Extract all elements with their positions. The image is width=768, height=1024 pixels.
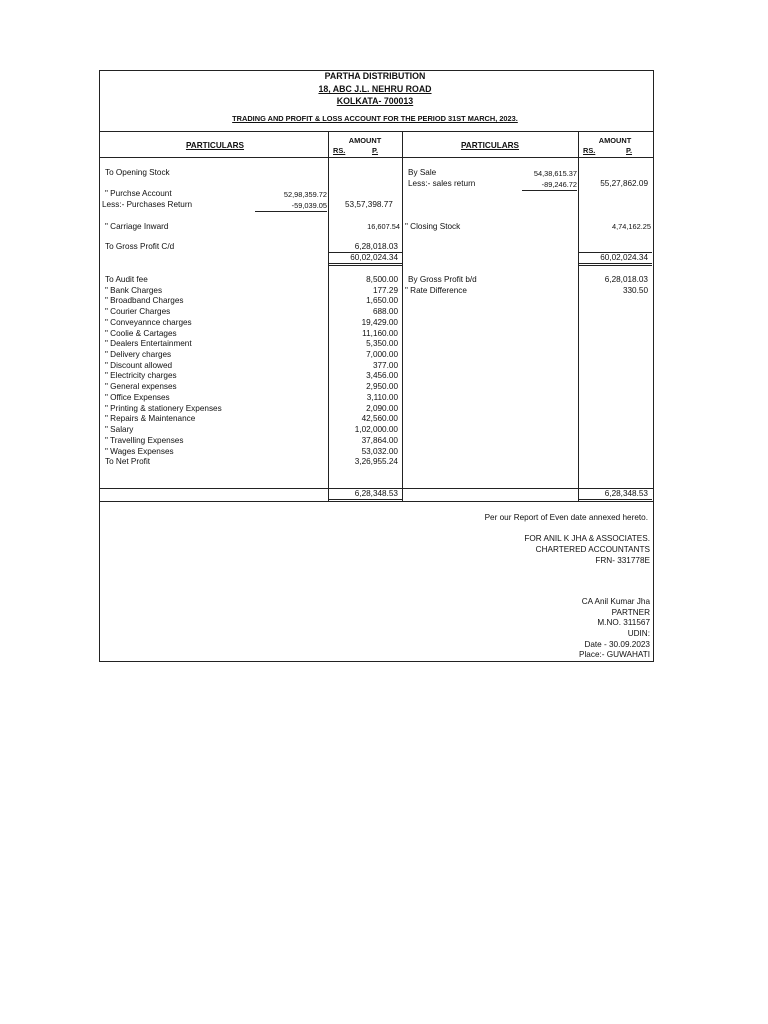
expense-value: 2,950.00 (366, 382, 398, 391)
sales-return-label: Less:- sales return (408, 179, 476, 188)
expense-value: 7,000.00 (366, 350, 398, 359)
expense-label: " Bank Charges (105, 286, 163, 295)
pl-right-total: 6,28,348.53 (604, 489, 648, 498)
table-bottom-line (99, 501, 653, 502)
expense-label: " Repairs & Maintenance (105, 414, 196, 423)
expense-value: 42,560.00 (361, 414, 398, 423)
closing-stock-label: " Closing Stock (405, 222, 461, 231)
pl-left-total: 6,28,348.53 (354, 489, 398, 498)
signatory-name: CA Anil Kumar Jha (581, 597, 650, 606)
expense-label: " Electricity charges (105, 371, 177, 380)
income-value: 6,28,018.03 (604, 275, 648, 284)
purchase-label: " Purchse Account (105, 189, 172, 198)
income-label: By Gross Profit b/d (408, 275, 477, 284)
expense-value: 19,429.00 (361, 318, 398, 327)
purchase-value: 52,98,359.72 (283, 190, 327, 199)
carriage-inward-value: 16,607.54 (367, 222, 400, 231)
expense-label: To Net Profit (105, 457, 151, 466)
signing-date: Date - 30.09.2023 (584, 640, 650, 649)
expense-label: " Printing & stationery Expenses (105, 404, 222, 413)
firm-type: CHARTERED ACCOUNTANTS (535, 545, 650, 554)
expense-value: 5,350.00 (366, 339, 398, 348)
right-particulars-header: PARTICULARS (460, 141, 520, 150)
firm-name: FOR ANIL K JHA & ASSOCIATES. (524, 534, 650, 543)
right-p-header: P. (626, 146, 633, 155)
expense-value: 1,02,000.00 (354, 425, 398, 434)
left-p-header: P. (372, 146, 379, 155)
expense-value: 177.29 (372, 286, 398, 295)
sale-value: 54,38,615.37 (533, 169, 577, 178)
left-amount-divider (328, 131, 329, 501)
expense-value: 8,500.00 (366, 275, 398, 284)
expense-value: 11,160.00 (362, 329, 398, 338)
gross-profit-cd-label: To Gross Profit C/d (105, 242, 175, 251)
center-divider (402, 131, 403, 501)
expense-label: " Delivery charges (105, 350, 172, 359)
pl-total-bottom-line (328, 499, 402, 500)
right-amount-divider (578, 131, 579, 501)
column-header-divider (99, 157, 653, 158)
carriage-inward-label: " Carriage Inward (105, 222, 169, 231)
sale-label: By Sale (408, 168, 437, 177)
opening-stock-label: To Opening Stock (105, 168, 170, 177)
gross-profit-cd-value: 6,28,018.03 (354, 242, 398, 251)
firm-registration: FRN- 331778E (595, 556, 650, 565)
pl-total-bottom-line-right (578, 499, 652, 500)
expense-label: " Conveyannce charges (105, 318, 192, 327)
trading-left-total: 60,02,024.34 (350, 253, 398, 262)
expense-label: " General expenses (105, 382, 177, 391)
left-rs-header: RS. (333, 146, 346, 155)
expense-label: " Office Expenses (105, 393, 170, 402)
left-total-bottom-line (328, 263, 402, 264)
closing-stock-value: 4,74,162.25 (611, 222, 651, 231)
company-name: PARTHA DISTRIBUTION (324, 71, 426, 81)
membership-number: M.NO. 311567 (597, 618, 650, 627)
purchase-return-value: -59,039.05 (255, 201, 327, 212)
expense-value: 1,650.00 (366, 296, 398, 305)
expense-label: " Dealers Entertainment (105, 339, 192, 348)
expense-value: 2,090.00 (366, 404, 398, 413)
right-amount-header: AMOUNT (598, 136, 632, 145)
expense-label: " Broadband Charges (105, 296, 184, 305)
income-value: 330.50 (622, 286, 648, 295)
right-rs-header: RS. (583, 146, 596, 155)
expense-label: " Wages Expenses (105, 447, 174, 456)
expense-value: 3,26,955.24 (354, 457, 398, 466)
company-city: KOLKATA- 700013 (336, 96, 414, 106)
purchase-return-label: Less:- Purchases Return (102, 200, 193, 209)
signatory-designation: PARTNER (611, 608, 650, 617)
right-total-bottom-line (578, 263, 652, 264)
sales-return-value: -89,246.72 (522, 180, 577, 191)
expense-label: To Audit fee (105, 275, 148, 284)
left-amount-header: AMOUNT (348, 136, 382, 145)
net-purchase-value: 53,57,398.77 (345, 200, 393, 209)
expense-value: 53,032.00 (361, 447, 398, 456)
title-divider (99, 131, 653, 132)
net-sale-value: 55,27,862.09 (600, 179, 648, 188)
expense-value: 3,110.00 (366, 393, 398, 402)
expense-value: 688.00 (372, 307, 398, 316)
left-total-bottom-line-2 (328, 265, 402, 266)
signing-place: Place:- GUWAHATI (579, 650, 650, 659)
right-total-bottom-line-2 (578, 265, 652, 266)
expense-value: 37,864.00 (361, 436, 398, 445)
report-note: Per our Report of Even date annexed hereto. (484, 513, 648, 522)
expense-label: " Salary (105, 425, 134, 434)
expense-value: 377.00 (372, 361, 398, 370)
trading-right-total: 60,02,024.34 (600, 253, 648, 262)
expense-label: " Coolie & Cartages (105, 329, 177, 338)
statement-title: TRADING AND PROFIT & LOSS ACCOUNT FOR THE PERIOD 31ST MARCH, 2023. (232, 114, 518, 123)
company-address: 18, ABC J.L. NEHRU ROAD (318, 84, 432, 94)
expense-label: " Discount allowed (105, 361, 173, 370)
expense-value: 3,456.00 (366, 371, 398, 380)
expense-label: " Travelling Expenses (105, 436, 184, 445)
udin-label: UDIN: (627, 629, 650, 638)
income-label: " Rate Difference (405, 286, 467, 295)
left-particulars-header: PARTICULARS (185, 141, 245, 150)
expense-label: " Courier Charges (105, 307, 171, 316)
